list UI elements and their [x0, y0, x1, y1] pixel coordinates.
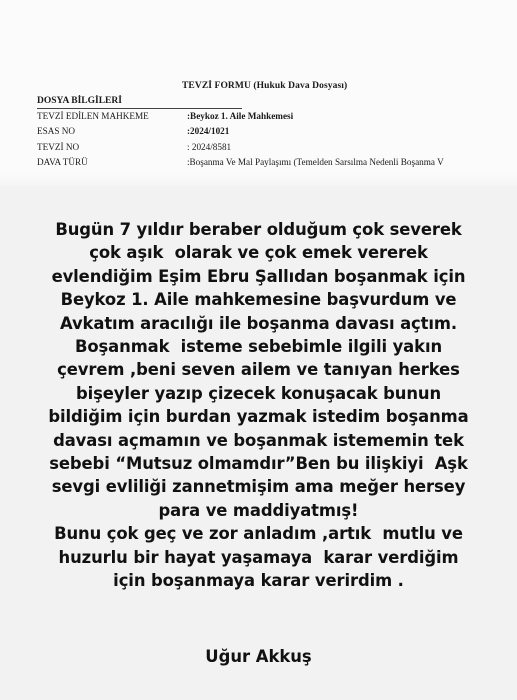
document-row — [37, 126, 230, 136]
row-value: : 2024/8581 — [187, 142, 232, 152]
story-line: Bunu çok geç ve zor anladım ,artık mutlu ve — [54, 524, 463, 544]
document-row — [37, 111, 294, 121]
story-line: Bugün 7 yıldır beraber olduğum çok severek — [55, 220, 462, 239]
story-line: Avkatım aracılığı ile boşanma davası açtım. — [59, 313, 458, 333]
story-line: sevgi evliliği zannetmişim ama meğer hersey — [51, 477, 466, 497]
row-key: TEVZİ NO — [37, 142, 80, 152]
row-value: :Beykoz 1. Aile Mahkemesi — [187, 111, 294, 121]
story-line: para ve maddiyatmış! — [158, 500, 359, 520]
story-line: bişeyler yazıp çizecek konuşacak bunun — [75, 383, 442, 403]
story-line: Boşanmak isteme sebebimle ilgili yakın — [74, 337, 443, 357]
document-row — [37, 142, 232, 152]
row-key: TEVZİ EDİLEN MAHKEME — [37, 111, 149, 121]
story-text — [0, 218, 517, 593]
story-line: evlendiğim Eşim Ebru Şallıdan boşanmak için — [51, 266, 466, 286]
document-section-heading: DOSYA BİLGİLERİ — [37, 96, 122, 106]
document-title: TEVZİ FORMU (Hukuk Dava Dosyası) — [182, 81, 348, 91]
story-line: çevrem ,beni seven ailem ve tanıyan herkes — [57, 360, 460, 380]
row-value: :Boşanma Ve Mal Paylaşımı (Temelden Sarsılma Nedenli Boşanma V — [187, 157, 444, 167]
story-line: Beykoz 1. Aile mahkemesine başvurdum ve — [60, 290, 457, 310]
signature: Uğur Akkuş — [205, 647, 312, 666]
document-image — [0, 0, 517, 186]
row-value: :2024/1021 — [187, 126, 230, 136]
section-underline — [37, 108, 242, 109]
story-line: bildiğim için burdan yazmak istedim boşanma — [48, 407, 469, 427]
story-line: çok aşık olarak ve çok emek vererek — [89, 243, 428, 263]
story-line: sebebi “Mutsuz olmamdır”Ben bu ilişkiyi Aşk — [49, 454, 468, 474]
story-line: huzurlu bir hayat yaşamaya karar verdiğim — [58, 547, 459, 567]
document-row — [37, 157, 444, 167]
story-line: için boşanmaya karar verirdim . — [113, 571, 404, 591]
story-line: davası açmamın ve boşanmak istememin tek — [53, 430, 464, 450]
row-key: DAVA TÜRÜ — [37, 157, 88, 167]
row-key: ESAS NO — [37, 126, 76, 136]
